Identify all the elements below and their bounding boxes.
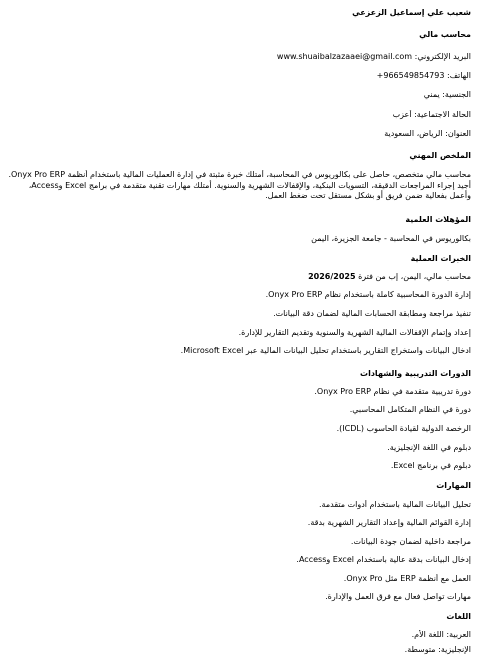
courses-heading: الدورات التدريبية والشهادات xyxy=(360,369,471,378)
list-item: إدارة الدورة المحاسبية كاملة باستخدام نظام Onyx Pro ERP. xyxy=(265,290,471,299)
phone-number: +966549854793 xyxy=(376,71,445,80)
list-item: إدارة القوائم المالية وإعداد التقارير الشهرية بدقة. xyxy=(307,518,471,527)
contact-email: البريد الإلكتروني: www.shuaibalzazaaei@gmail.com xyxy=(276,52,471,61)
list-item: العربية: اللغة الأم. xyxy=(411,630,471,639)
skills-heading: المهارات xyxy=(436,481,471,490)
list-item: العمل مع أنظمة ERP مثل Onyx Pro. xyxy=(343,574,471,583)
list-item: تنفيذ مراجعة ومطابقة الحسابات المالية لضمان دقة البيانات. xyxy=(273,309,471,318)
experience-role-text: محاسب مالي، اليمن، إب من فترة xyxy=(358,272,471,281)
languages-heading: اللغات xyxy=(446,612,471,621)
contact-nationality: الجنسية: يمني xyxy=(423,90,471,99)
list-item: تحليل البيانات المالية باستخدام أدوات متقدمة. xyxy=(319,500,471,509)
list-item: دبلوم في اللغة الإنجليزية. xyxy=(387,443,471,452)
list-item: دورة في النظام المتكامل المحاسبي. xyxy=(349,405,471,414)
person-name: شعيب علي إسماعيل الزعزعي xyxy=(352,8,471,17)
list-item: الرخصة الدولية لقيادة الحاسوب (ICDL). xyxy=(336,424,471,433)
list-item: مهارات تواصل فعال مع فرق العمل والإدارة. xyxy=(325,592,471,601)
list-item: ادخال البيانات واستخراج التقارير باستخدام تحليل البيانات المالية عبر Microsoft Excel. xyxy=(180,346,471,355)
experience-role xyxy=(6,272,471,282)
list-item: مراجعة داخلية لضمان جودة البيانات. xyxy=(350,537,471,546)
contact-address: العنوان: الرياض، السعودية xyxy=(384,129,471,138)
list-item: دورة تدريبية متقدمة في نظام Onyx Pro ERP. xyxy=(314,387,471,396)
summary-heading: الملخص المهني xyxy=(409,151,471,160)
list-item: إعداد وإتمام الإقفالات المالية الشهرية والسنوية وتقديم التقارير للإدارة. xyxy=(238,328,471,337)
experience-period: 2026/2025 xyxy=(308,272,356,281)
experience-heading: الخبرات العملية xyxy=(410,254,471,263)
job-title: محاسب مالي xyxy=(419,30,471,39)
contact-marital: الحالة الاجتماعية: أعزب xyxy=(392,110,471,119)
summary-text: محاسب مالي متخصص، حاصل على بكالوريوس في المحاسبة، أمتلك خبرة مثبتة في إدارة العمليات المالية باستخدام أنظمة Onyx Pro ERP. أجيد إجراء المراجعات الدقيقة، التسويات البنكية، والإقفالات الشهرية والسنوية. أمتلك مهارات تقنية متقدمة في برامج Excel وAccess، وأعمل بفعالية ضمن فريق أو بشكل مستقل تحت ضغط العمل. xyxy=(8,170,471,200)
list-item: دبلوم في برنامج Excel. xyxy=(390,461,471,470)
education-line: بكالوريوس في المحاسبة - جامعة الجزيرة، اليمن xyxy=(311,234,471,243)
education-heading: المؤهلات العلمية xyxy=(405,215,471,224)
list-item: الإنجليزية: متوسطة. xyxy=(404,645,471,654)
phone-label: الهاتف: xyxy=(447,71,471,80)
list-item: إدخال البيانات بدقة عالية باستخدام Excel وAccess. xyxy=(296,555,471,564)
contact-phone xyxy=(6,71,471,81)
